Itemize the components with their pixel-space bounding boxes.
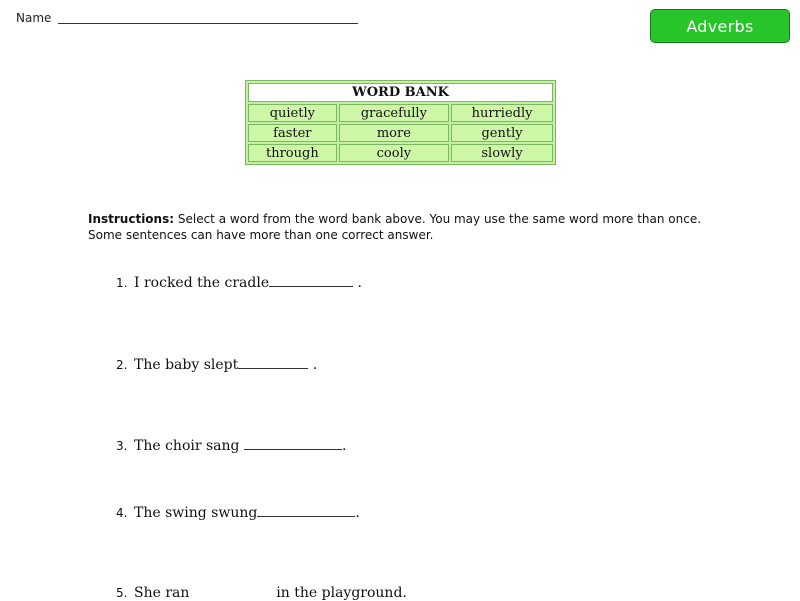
question-text-before: The baby slept: [134, 357, 239, 373]
worksheet-title-badge: Adverbs: [650, 9, 790, 43]
question-text-after: .: [353, 275, 363, 291]
answer-blank[interactable]: [257, 504, 355, 517]
word-bank-cell: slowly: [451, 144, 553, 162]
instructions-label: Instructions:: [88, 212, 175, 226]
question-item: [116, 356, 317, 373]
instructions-text: Select a word from the word bank above. You may use the same word more than once. Some sentences can have more than one correct answer.: [88, 212, 702, 242]
question-item: [116, 437, 346, 454]
word-bank-cell: hurriedly: [451, 104, 553, 122]
word-bank-row: [248, 124, 553, 142]
question-number: 5.: [116, 586, 128, 600]
name-label: Name: [16, 11, 52, 25]
word-bank-row: [248, 144, 553, 162]
word-bank-cell: gently: [451, 124, 553, 142]
question-text-after: .: [308, 357, 318, 373]
word-bank-row: [248, 104, 553, 122]
word-bank-heading: WORD BANK: [248, 83, 553, 102]
word-bank-cell: cooly: [339, 144, 449, 162]
question-text-before: The choir sang: [134, 438, 244, 454]
question-text-after: .: [355, 505, 360, 521]
answer-blank[interactable]: [244, 437, 342, 450]
word-bank-cell: faster: [248, 124, 337, 142]
word-bank-cell: quietly: [248, 104, 337, 122]
question-number: 4.: [116, 506, 128, 520]
answer-blank[interactable]: [194, 584, 272, 597]
answer-blank[interactable]: [238, 356, 308, 369]
question-text-after: .: [341, 438, 347, 454]
word-bank-table: [245, 80, 556, 165]
question-item: [116, 274, 362, 291]
word-bank-cell: gracefully: [339, 104, 449, 122]
answer-blank[interactable]: [269, 274, 353, 287]
name-row: [16, 10, 358, 26]
name-input-line[interactable]: [58, 23, 358, 24]
question-number: 1.: [116, 276, 128, 290]
instructions-paragraph: [88, 211, 728, 243]
word-bank-cell: more: [339, 124, 449, 142]
question-item: [116, 504, 360, 521]
question-text-before: I rocked the cradle: [134, 275, 270, 291]
question-item: [116, 584, 407, 601]
question-number: 2.: [116, 358, 128, 372]
question-text-before: The swing swung: [134, 505, 258, 521]
question-text-before: She ran: [134, 585, 194, 601]
word-bank-cell: through: [248, 144, 337, 162]
question-text-after: in the playground.: [271, 585, 407, 601]
question-number: 3.: [116, 439, 128, 453]
